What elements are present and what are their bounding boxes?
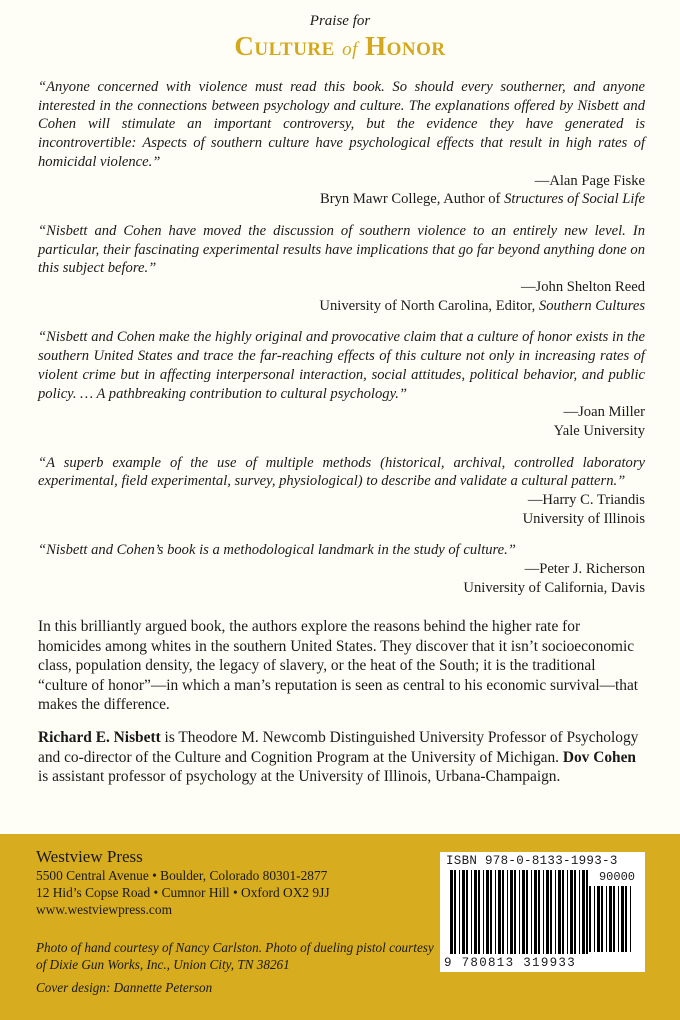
barcode-stripe	[498, 870, 501, 954]
barcode-stripe	[574, 870, 576, 954]
photo-credits	[36, 940, 436, 996]
price-code: 90000	[598, 870, 635, 884]
endorsement-text: “Nisbett and Cohen have moved the discussion of southern violence to an entirely new level. In particular, their fascinating experimental results have implications that go far beyond anything done on this subject before.”	[38, 222, 645, 277]
barcode-stripe	[609, 886, 612, 952]
barcode-stripe	[625, 886, 627, 952]
endorsement-author: —Peter J. Richerson	[524, 561, 645, 578]
endorsement-text: “Anyone concerned with violence must read this book. So should every southerner, and anyone interested in the connections between psychology and culture. The explanations offered by Nisbett and Cohen will stimulate an important controversy, but the evidence they have generated is incontrovertible: Aspects of southern culture have psychological effects that result in high rates of homicidal violence.”	[38, 79, 645, 170]
publisher-address-us: 5500 Central Avenue • Boulder, Colorado 80301-2877	[36, 868, 328, 883]
endorsement-affiliation	[38, 422, 645, 441]
barcode-stripe	[543, 870, 544, 954]
endorsement	[38, 541, 645, 597]
affiliation-text: University of North Carolina, Editor,	[319, 297, 539, 314]
barcode-stripe	[531, 870, 532, 954]
isbn-label: ISBN 978-0-8133-1993-3	[446, 854, 618, 868]
endorsement-author: —John Shelton Reed	[520, 279, 645, 296]
isbn-digits: 9 780813 319933	[444, 956, 577, 970]
header	[0, 12, 680, 66]
barcode-stripe	[526, 870, 528, 954]
price-barcode-bars	[589, 886, 635, 952]
book-description	[38, 617, 645, 800]
barcode-stripe	[450, 870, 453, 954]
endorsement	[38, 78, 645, 209]
publisher-info	[36, 846, 330, 918]
barcode-stripe	[454, 870, 456, 954]
barcode-stripe	[459, 870, 460, 954]
endorsement	[38, 454, 645, 529]
affiliation-text: Bryn Mawr College, Author of	[320, 191, 505, 208]
title-word-culture: Culture	[234, 31, 335, 61]
endorsement-text: “Nisbett and Cohen’s book is a methodological landmark in the study of culture.”	[38, 542, 516, 559]
affiliation-text: University of California, Davis	[463, 579, 645, 596]
barcode-stripe	[613, 886, 615, 952]
barcode-stripe	[594, 886, 595, 952]
barcode	[440, 852, 645, 972]
endorsement-author: —Alan Page Fiske	[534, 172, 645, 189]
barcode-stripe	[582, 870, 585, 954]
endorsement-affiliation	[38, 297, 645, 316]
endorsement-author: —Harry C. Triandis	[527, 492, 645, 509]
barcode-stripe	[502, 870, 504, 954]
title-word-honor: Honor	[365, 31, 446, 61]
endorsement-affiliation	[38, 510, 645, 529]
endorsement-text: “Nisbett and Cohen make the highly original and provocative claim that a culture of honor exists in the southern United States and trace the far-reaching effects of this culture not only in increasing rates of violent crime but in affecting interpersonal interaction, social attitudes, political behavior, and public policy. … A pathbreaking contribution to cultural psychology.”	[38, 329, 645, 402]
author-name-nisbett: Richard E. Nisbett	[38, 728, 161, 746]
barcode-stripe	[519, 870, 520, 954]
affiliation-text: Yale University	[553, 422, 645, 439]
barcode-stripe	[483, 870, 484, 954]
publisher-address-uk: 12 Hid’s Copse Road • Cumnor Hill • Oxford OX2 9JJ	[36, 884, 330, 900]
barcode-stripe	[486, 870, 489, 954]
barcode-stripe	[546, 870, 549, 954]
barcode-stripe	[589, 886, 591, 952]
affiliation-title: Structures of Social Life	[504, 191, 645, 208]
barcode-stripe	[495, 870, 496, 954]
photo-credit-text: Photo of hand courtesy of Nancy Carlston. Photo of dueling pistol courtesy of Dixie Gun Works, Inc., Union City, TN 38261	[36, 940, 434, 972]
barcode-stripe	[522, 870, 525, 954]
affiliation-title: Southern Cultures	[538, 297, 645, 314]
bio-text-cohen: is assistant professor of psychology at the University of Illinois, Urbana-Champaign.	[38, 768, 561, 786]
barcode-stripe	[606, 886, 607, 952]
barcode-stripe	[478, 870, 480, 954]
barcode-stripe	[507, 870, 508, 954]
barcode-stripe	[550, 870, 552, 954]
barcode-stripe	[555, 870, 556, 954]
barcode-stripe	[466, 870, 468, 954]
barcode-stripe	[471, 870, 472, 954]
barcode-stripe	[514, 870, 516, 954]
footer-band	[0, 834, 680, 1020]
author-name-cohen: Dov Cohen	[562, 748, 636, 766]
barcode-bars	[450, 870, 590, 954]
publisher-name: Westview Press	[36, 847, 143, 866]
endorsement	[38, 222, 645, 316]
barcode-stripe	[586, 870, 588, 954]
barcode-stripe	[558, 870, 561, 954]
description-paragraph: In this brilliantly argued book, the authors explore the reasons behind the higher rate for homicides among whites in the southern United States. They discover that it isn’t socioeconomic class, population density, the legacy of slavery, or the heat of the South; it is the traditional “culture of honor”—in which a man’s reputation is seen as central to his economic survival—that makes the difference.	[38, 618, 639, 714]
barcode-stripe	[579, 870, 580, 954]
cover-design-credit: Cover design: Dannette Peterson	[36, 979, 213, 995]
praise-label: Praise for	[309, 13, 371, 29]
barcode-stripe	[630, 886, 631, 952]
barcode-stripe	[601, 886, 603, 952]
bio-text-nisbett: is Theodore M. Newcomb Distinguished University Professor of Psychology and co-director of the Culture and Cognition Program at the University of Michigan.	[38, 728, 639, 766]
author-bio	[38, 728, 645, 787]
endorsement	[38, 328, 645, 440]
barcode-stripe	[618, 886, 619, 952]
book-title	[0, 30, 680, 66]
endorsement-affiliation	[38, 579, 645, 598]
endorsement-affiliation	[38, 190, 645, 209]
title-word-of: of	[342, 39, 358, 60]
barcode-stripe	[510, 870, 513, 954]
barcode-stripe	[621, 886, 624, 952]
barcode-stripe	[462, 870, 465, 954]
endorsements	[38, 78, 645, 611]
barcode-stripe	[474, 870, 477, 954]
publisher-website: www.westviewpress.com	[36, 901, 172, 917]
barcode-stripe	[562, 870, 564, 954]
barcode-stripe	[534, 870, 537, 954]
endorsement-text: “A superb example of the use of multiple methods (historical, archival, controlled laboratory experimental, field experimental, survey, physiological) to describe and validate a cultural pattern.”	[38, 454, 645, 490]
affiliation-text: University of Illinois	[522, 510, 645, 527]
barcode-stripe	[538, 870, 540, 954]
barcode-stripe	[567, 870, 568, 954]
barcode-stripe	[490, 870, 492, 954]
endorsement-author: —Joan Miller	[563, 404, 645, 421]
barcode-stripe	[570, 870, 573, 954]
barcode-stripe	[597, 886, 600, 952]
